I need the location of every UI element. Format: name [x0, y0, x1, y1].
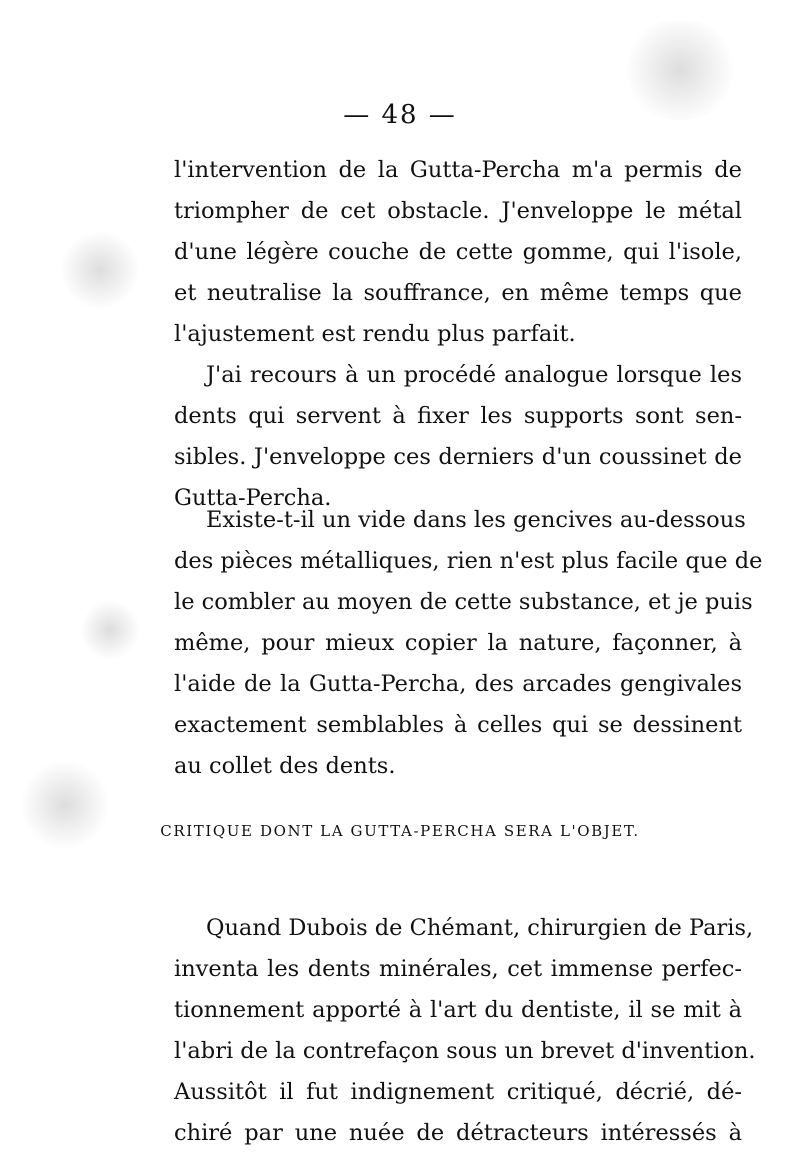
text-line: et neutralise la souffrance, en même temps que	[174, 280, 742, 306]
text-line: triompher de cet obstacle. J'enveloppe le métal	[174, 198, 742, 224]
paragraph-4	[174, 908, 756, 1154]
paragraph-1	[174, 150, 742, 355]
text-line: dents qui servent à fixer les supports sont sen-	[174, 403, 742, 429]
text-line: Gutta-Percha.	[174, 485, 332, 511]
text-line: l'abri de la contrefaçon sous un brevet d'invention.	[174, 1038, 756, 1064]
text-line: l'aide de la Gutta-Percha, des arcades gengivales	[174, 671, 742, 697]
text-line: Quand Dubois de Chémant, chirurgien de Paris,	[206, 915, 754, 941]
text-line: tionnement apporté à l'art du dentiste, il se mit à	[174, 997, 742, 1023]
text-line: au collet des dents.	[174, 753, 396, 779]
paragraph-2	[174, 355, 742, 519]
text-line: J'ai recours à un procédé analogue lorsque les	[206, 362, 742, 388]
paper-stain	[80, 600, 140, 660]
text-line: même, pour mieux copier la nature, façonner, à	[174, 630, 742, 656]
text-line: exactement semblables à celles qui se dessinent	[174, 712, 742, 738]
text-line: des pièces métalliques, rien n'est plus facile que de	[174, 548, 763, 574]
section-heading: CRITIQUE DONT LA GUTTA-PERCHA SERA L'OBJET.	[160, 822, 640, 840]
text-line: Existe-t-il un vide dans les gencives au-dessous	[206, 507, 746, 533]
page-number: — 48 —	[343, 100, 457, 130]
text-line: chiré par une nuée de détracteurs intéressés à	[174, 1120, 742, 1146]
text-line: d'une légère couche de cette gomme, qui l'isole,	[174, 239, 742, 265]
paragraph-3	[174, 500, 763, 787]
text-line: le combler au moyen de cette substance, et je puis	[174, 589, 753, 615]
text-line: l'ajustement est rendu plus parfait.	[174, 321, 576, 347]
text-line: sibles. J'enveloppe ces derniers d'un coussinet de	[174, 444, 742, 470]
text-line: l'intervention de la Gutta-Percha m'a permis de	[174, 157, 742, 183]
paper-stain	[60, 230, 140, 310]
text-line: inventa les dents minérales, cet immense perfec-	[174, 956, 742, 982]
text-line: Aussitôt il fut indignement critiqué, décrié, dé-	[174, 1079, 742, 1105]
